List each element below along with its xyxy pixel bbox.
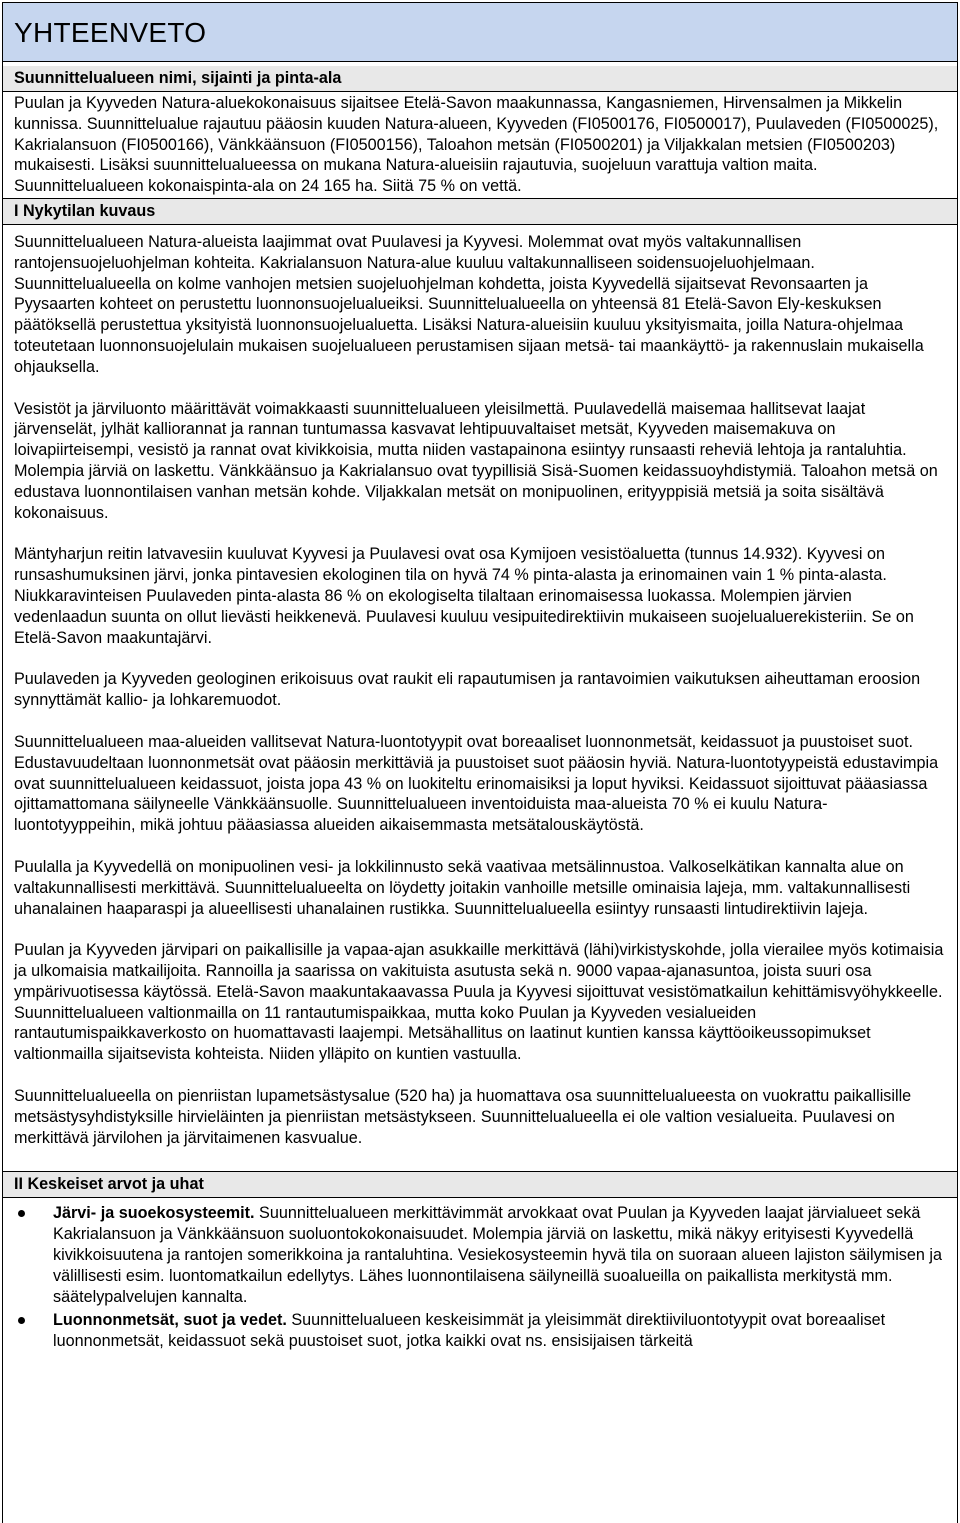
paragraph: Puulaveden ja Kyyveden geologinen erikoisuus ovat raukit eli rapautumisen ja rantavoimien vaikutuksen aiheuttaman eroosion synnyttämät kallio- ja lohkaremuodot. (14, 670, 921, 710)
list-item-title: Järvi- ja suoekosysteemit. (53, 1204, 255, 1223)
list-item (14, 1203, 947, 1307)
document-page (2, 2, 958, 1523)
list-item-text: Suunnittelualueen merkittävimmät arvokkaat ovat Puulan ja Kyyveden laajat järvialueet sekä Kakrialansuon ja Vänkkäänsuon suoluontokokonaisuudet. Molempia järviä on laskettu, mikä näkyy erityisesti Kyyvedellä kivikkoisuutena ja rantojen somerikkoina ja rantaluhtina. Vesiekosysteemin hyvä tila on suoraan alueen lajiston säilymisen ja välillisesti esim. luontomatkailun edellytys. Lähes luonnontilaisena säilyneillä suoalueilla on paikallista merkitystä mm. säätelypalvelujen kannalta. (53, 1204, 942, 1306)
section-body-current-state (3, 232, 957, 1148)
paragraph: Puulan ja Kyyveden Natura-aluekokonaisuus sijaitsee Etelä-Savon maakunnassa, Kangasniemen, Hirvensalmen ja Mikkelin kunnissa. Suunnittelualue rajautuu pääosin kuuden Natura-alueen, Kyyveden (FI0500176, FI0500017), Puulaveden (FI0500025), Kakrialansuon (FI0500166), Vänkkäänsuon (FI0500156), Taloahon metsän (FI0500201) ja Viljakkalan metsien (FI0500203) mukaisesti. Lisäksi suunnittelualueessa on mukana Natura-alueisiin rajautuvia, suojeluun varattuja valtion maita. Suunnittelualueen kokonaispinta-ala on 24 165 ha. Siitä 75 % on vettä. (14, 94, 939, 196)
list-item (14, 1310, 947, 1352)
paragraph: Suunnittelualueen maa-alueiden vallitsevat Natura-luontotyypit ovat boreaaliset luonnonmetsät, keidassuot ja puustoiset suot. Edustavuudeltaan luonnonmetsät ovat pääosin merkittäviä ja puustoiset suot pääosin hyviä. Natura-luontotyypeistä edustavimpia ovat suunnittelualueen keidassuot, joista jopa 43 % on luokiteltu erinomaisiksi ja loput hyviksi. Keidassuot sijoittuvat pääasiassa ojittamattomana säilyneelle Vänkkäänsuolle. Suunnittelualueen inventoiduista maa-alueista 70 % ei kuulu Natura-luontotyyppeihin, mikä johtuu pääasiassa alueiden aikaisemmasta metsätalouskäytöstä. (14, 732, 939, 835)
section-body-location (3, 93, 957, 197)
paragraph: Suunnittelualueella on pienriistan lupametsästysalue (520 ha) ja huomattava osa suunnittelualueesta on vuokrattu paikallisille metsästysyhdistyksille hirvieläinten ja pienriistan metsästykseen. Suunnittelualueella ei ole valtion vesialueita. Puulavesi on merkittävä järvilohen ja järvitaimenen kasvualue. (14, 1087, 912, 1147)
paragraph: Puulalla ja Kyyvedellä on monipuolinen vesi- ja lokkilinnusto sekä vaativaa metsälinnustoa. Valkoselkätikan kannalta alue on valtakunnallisesti merkittävä. Suunnittelualueelta on löydetty joitakin vanhoille metsille ominaisia lajeja, mm. valtakunnallisesti uhanalainen haaparaspi ja alueellisesti uhanalainen rustikka. Suunnittelualueella esiintyy runsaasti lintudirektiivin lajeja. (14, 857, 911, 918)
paragraph: Puulan ja Kyyveden järvipari on paikallisille ja vapaa-ajan asukkaille merkittävä (lähi)virkistyskohde, jolla vierailee myös kotimaisia ja ulkomaisia matkailijoita. Rannoilla ja saarissa on vakituista asutusta sekä n. 9000 vapaa-ajanasuntoa, joista suuri osa ympärivuotisessa käytössä. Etelä-Savon maakuntakaavassa Puula ja Kyyvesi sijoittuvat vesistömatkailun kehittämisvyöhykkeelle. Suunnittelualueen valtionmailla on 11 rantautumispaikkaa, mutta koko Puulan ja Kyyveden vesialueiden rantautumispaikkaverkosto on huomattavasti laajempi. Metsähallitus on laatinut kuntien kanssa käyttöoikeussopimukset valtionmailla sijaitsevista kohteista. Niiden ylläpito on kuntien vastuulla. (14, 941, 944, 1064)
paragraph: Mäntyharjun reitin latvavesiin kuuluvat Kyyvesi ja Puulavesi ovat osa Kymijoen vesistöaluetta (tunnus 14.932). Kyyvesi on runsashumuksinen järvi, jonka pintavesien ekologinen tila on hyvä 74 % pinta-alasta ja erinomainen vain 1 % pinta-alasta. Niukkaravinteisen Puulaveden pinta-alasta 86 % on ekologiselta tilaltaan erinomaisessa luokassa. Molempien järvien vedenlaadun suunta on ollut lievästi heikkenevä. Puulavesi kuuluu vesipuitedirektiivin mukaiseen suojelualuerekisteriin. Se on Etelä-Savon maakuntajärvi. (14, 545, 914, 647)
key-values-list (3, 1203, 957, 1352)
paragraph: Suunnittelualueen Natura-alueista laajimmat ovat Puulavesi ja Kyyvesi. Molemmat ovat myös valtakunnallisen rantojensuojeluohjelman kohteita. Kakrialansuon Natura-alue kuuluu valtakunnalliseen soidensuojeluohjelmaan. Suunnittelualueella on kolme vanhojen metsien suojeluohjelman kohdetta, joista Kyyvedellä sijaitsevat Revonsaarten ja Pyysaarten kohteet on perustettu luonnonsuojelualueiksi. Suunnittelualueella on yhteensä 81 Etelä-Savon Ely-keskuksen päätöksellä perustettua yksityistä luonnonsuojelualuetta. Lisäksi Natura-alueisiin kuuluu yksityismaita, joilla Natura-ohjelmaa toteutetaan luonnonsuojelulain mukaisen suojelualueen perustamisen sijaan metsä- tai maankäyttö- ja rakennuslain mukaisella ohjauksella. (14, 232, 924, 376)
bullet-icon (18, 1317, 25, 1324)
bullet-icon (18, 1210, 25, 1217)
section-heading-key-values: II Keskeiset arvot ja uhat (3, 1171, 957, 1198)
section-heading-current-state: I Nykytilan kuvaus (3, 198, 957, 225)
section-heading-location: Suunnittelualueen nimi, sijainti ja pinta-ala (3, 66, 957, 92)
document-title: YHTEENVETO (3, 3, 957, 62)
list-item-text: Suunnittelualueen keskeisimmät ja yleisimmät direktiiviluontotyypit ovat boreaaliset luonnonmetsät, keidassuot sekä puustoiset suot, jotka kaikki ovat ns. ensisijaisen tärkeitä (53, 1311, 886, 1351)
paragraph: Vesistöt ja järviluonto määrittävät voimakkaasti suunnittelualueen yleisilmettä. Puulavedellä maisemaa hallitsevat laajat järvenselät, jylhät kalliorannat ja rannan tuntumassa kasvavat lehtipuuvaltaiset metsät, Kyyveden maisemakuva on loivapiirteisempi, vesistö ja rannat ovat kivikkoisia, mutta niiden vastapainona esiintyy runsaasti reheviä lehtoja ja rantaluhtia. Molempia järviä on laskettu. Vänkkäänsuo ja Kakrialansuo ovat tyypillisiä Sisä-Suomen keidassuoyhdistymiä. Taloahon metsä on edustava luonnontilaisen vanhan metsän kohde. Viljakkalan metsät on monipuolinen, erityyppisiä metsiä ja soita sisältävä kokonaisuus. (14, 399, 938, 522)
list-item-title: Luonnonmetsät, suot ja vedet. (53, 1311, 287, 1330)
